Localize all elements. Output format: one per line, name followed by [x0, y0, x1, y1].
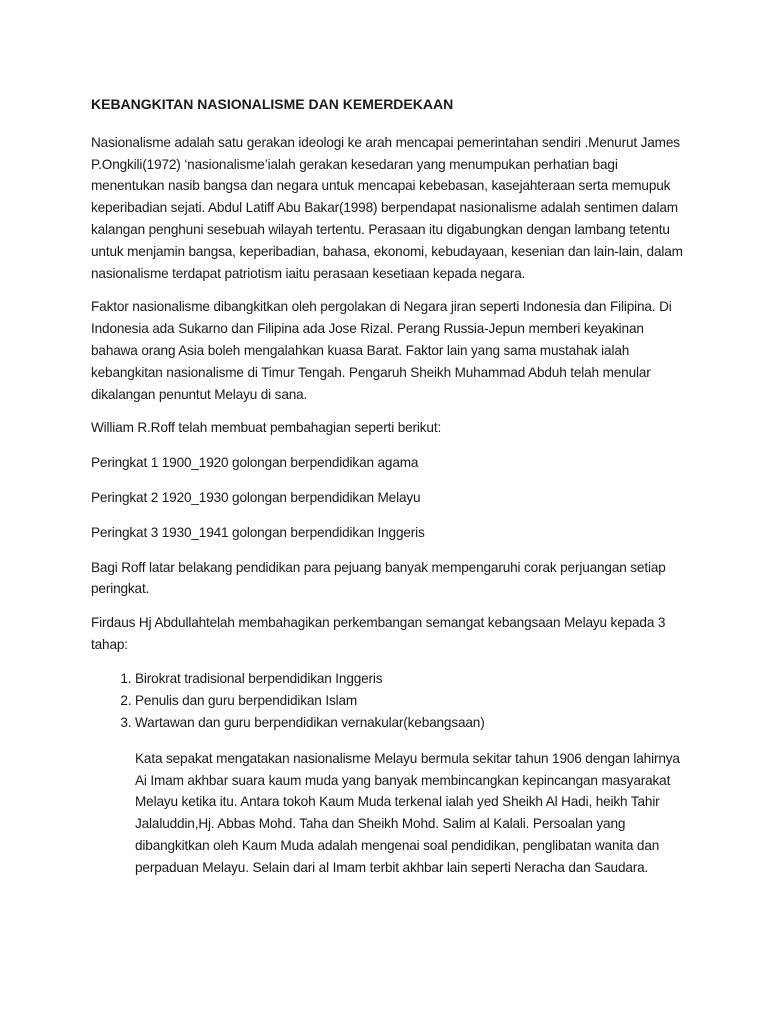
paragraph-roff-intro: William R.Roff telah membuat pembahagian seperti berikut: [91, 420, 442, 436]
document-body [91, 94, 691, 891]
list-item: 1. Birokrat tradisional berpendidikan Inggeris [135, 668, 691, 690]
stage-line-2: Peringkat 2 1920_1930 golongan berpendidikan Melayu [91, 489, 421, 505]
paragraph-roff-summary: Bagi Roff latar belakang pendidikan para pejuang banyak mempengaruhi corak perjuangan setiap peringkat. [91, 559, 666, 597]
paragraph-definition: Nasionalisme adalah satu gerakan ideologi ke arah mencapai pemerintahan sendiri .Menurut James P.Ongkili(1972) ‘nasionalisme’ialah gerakan kesedaran yang menumpukan perhatian bagi menentukan nasib bangsa dan negara untuk mencapai kebebasan, kasejahteraan serta memupuk keperibadian sejati. Abdul Latiff Abu Bakar(1998) berpendapat nasionalisme adalah sentimen dalam kalangan penghuni sesebuah wilayah tertentu. Perasaan itu digabungkan dengan lambang tetentu untuk menjamin bangsa, keperibadian, bahasa, ekonomi, kebudayaan, kesenian dan lain-lain, dalam nasionalisme terdapat patriotism iaitu perasaan kesetiaan kepada negara. [91, 134, 683, 281]
document-title: KEBANGKITAN NASIONALISME DAN KEMERDEKAAN [91, 96, 454, 112]
paragraph-firdaus-intro: Firdaus Hj Abdullahtelah membahagikan perkembangan semangat kebangsaan Melayu kepada 3 tahap: [91, 615, 666, 652]
numbered-list [91, 668, 691, 734]
stage-line-3: Peringkat 3 1930_1941 golongan berpendidikan Inggeris [91, 524, 425, 540]
list-item: 3. Wartawan dan guru berpendidikan vernakular(kebangsaan) [135, 712, 691, 734]
paragraph-factors: Faktor nasionalisme dibangkitkan oleh pergolakan di Negara jiran seperti Indonesia dan Filipina. Di Indonesia ada Sukarno dan Filipina ada Jose Rizal. Perang Russia-Jepun memberi keyakinan bahawa orang Asia boleh mengalahkan kuasa Barat. Faktor lain yang sama mustahak ialah kebangkitan nasionalisme di Timur Tengah. Pengaruh Sheikh Muhammad Abduh telah menular dikalangan penuntut Melayu di sana. [91, 299, 672, 402]
stage-line-1: Peringkat 1 1900_1920 golongan berpendidikan agama [91, 455, 419, 471]
paragraph-kaum-muda: Kata sepakat mengatakan nasionalisme Melayu bermula sekitar tahun 1906 dengan lahirnya Ai Imam akhbar suara kaum muda yang banyak membincangkan kepincangan masyarakat Melayu ketika itu. Antara tokoh Kaum Muda terkenal ialah yed Sheikh Al Hadi, heikh Tahir Jalaluddin,Hj. Abbas Mohd. Taha dan Sheikh Mohd. Salim al Kalali. Persoalan yang dibangkitkan oleh Kaum Muda adalah mengenai soal pendidikan, penglibatan wanita dan perpaduan Melayu. Selain dari al Imam terbit akhbar lain seperti Neracha dan Saudara. [135, 750, 680, 875]
list-item: 2. Penulis dan guru berpendidikan Islam [135, 690, 691, 712]
